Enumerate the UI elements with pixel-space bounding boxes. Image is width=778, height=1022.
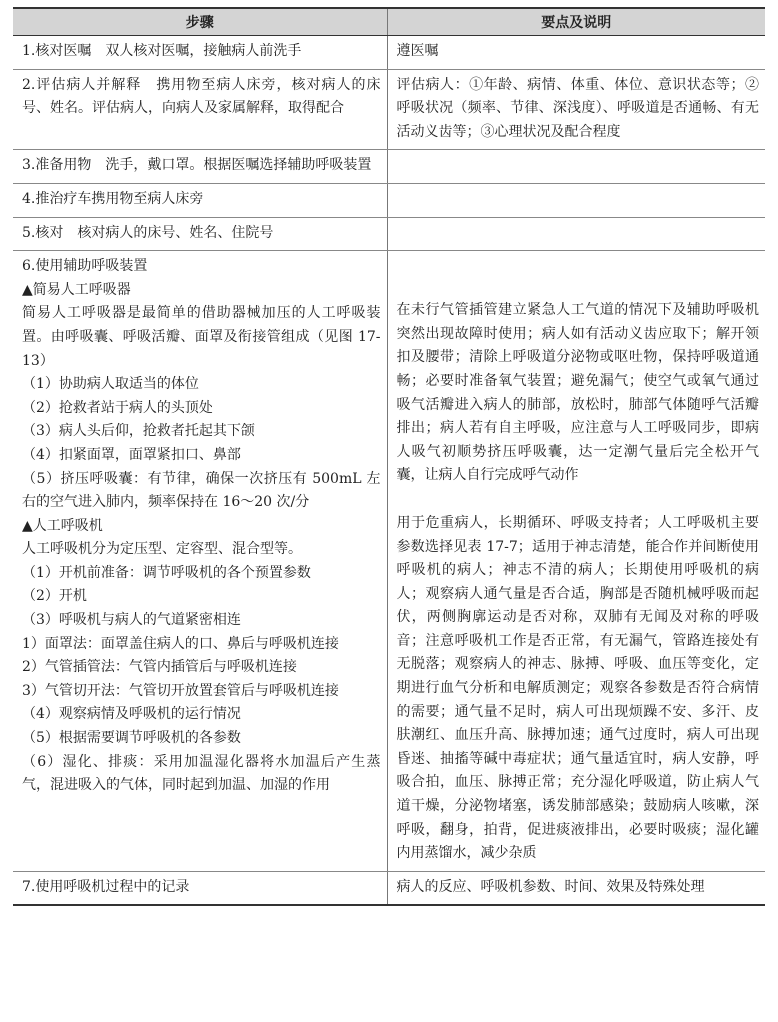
step-cell [13, 251, 387, 872]
header-notes: 要点及说明 [387, 8, 765, 36]
step-text: （6）湿化、排痰：采用加温湿化器将水加温后产生蒸气，混进吸入的气体，同时起到加温、加湿的作用 [22, 753, 381, 794]
step-text: 简易人工呼吸器是最简单的借助器械加压的人工呼吸装置。由呼吸囊、呼吸活瓣、面罩及衔接管组成（见图 17-13） [22, 305, 381, 369]
step-text: 人工呼吸机分为定压型、定容型、混合型等。 [22, 541, 302, 558]
section-heading-ventilator: ▲人工呼吸机 [22, 517, 103, 534]
step-text: （4）扣紧面罩，面罩紧扣口、鼻部 [22, 446, 241, 463]
step-cell: 5.核对 核对病人的床号、姓名、住院号 [13, 217, 387, 251]
note-cell: 评估病人：①年龄、病情、体重、体位、意识状态等；②呼吸状况（频率、节律、深浅度）、呼吸道是否通畅、有无活动义齿等；③心理状况及配合程度 [387, 69, 765, 150]
step-text: （1）协助病人取适当的体位 [22, 376, 199, 393]
table-row [13, 871, 765, 905]
table-row [13, 36, 765, 70]
step-text: （4）观察病情及呼吸机的运行情况 [22, 706, 241, 723]
note-simple-respirator: 在未行气管插管建立紧急人工气道的情况下及辅助呼吸机突然出现故障时使用；病人如有活动义齿应取下；解开领扣及腰带；清除上呼吸道分泌物或呕吐物，保持呼吸道通畅；必要时准备氧气装置；避免漏气；使空气或氧气通过吸气活瓣进入病人的肺部，放松时，肺部气体随呼气活瓣排出；病人若有自主呼吸，应注意与人工呼吸同步，即病人吸气初顺势挤压呼吸囊，达一定潮气量后完全松开气囊，让病人自行完成呼气动作 [396, 302, 759, 484]
note-cell: 遵医嘱 [387, 36, 765, 70]
step-cell: 4.推治疗车携用物至病人床旁 [13, 183, 387, 217]
note-cell [387, 217, 765, 251]
note-cell [387, 251, 765, 872]
table-row [13, 217, 765, 251]
note-cell [387, 150, 765, 184]
table-row [13, 251, 765, 872]
step-text: （5）挤压呼吸囊：有节律，确保一次挤压有 500mL 左右的空气进入肺内，频率保持在 16～20 次/分 [22, 470, 381, 511]
step-text: （2）抢救者站于病人的头顶处 [22, 399, 213, 416]
note-ventilator: 用于危重病人，长期循环、呼吸支持者；人工呼吸机主要参数选择见表 17-7；适用于神志清楚，能合作并间断使用呼吸机的病人；神志不清的病人；长期使用呼吸机的病人；观察病人通气量是否合适，胸部是否随机械呼吸而起伏，两侧胸廓运动是否对称，双肺有无闻及对称的呼吸音；注意呼吸机工作是否正常，有无漏气，管路连接处有无脱落；观察病人的神志、脉搏、呼吸、血压等变化，定期进行血气分析和电解质测定；观察各参数是否符合病情的需要；通气量不足时，病人可出现烦躁不安、多汗、皮肤潮红、血压升高、脉搏加速；通气过度时，病人可出现昏迷、抽搐等碱中毒症状；通气量适宜时，病人安静，呼吸合拍，血压、脉搏正常；充分湿化呼吸道，防止病人气道干燥，分泌物堵塞，诱发肺部感染；鼓励病人咳嗽，深呼吸，翻身，拍背，促进痰液排出，必要时吸痰；湿化罐内用蒸馏水，减少杂质 [396, 514, 759, 862]
header-steps: 步骤 [13, 8, 387, 36]
table-row [13, 150, 765, 184]
step-cell: 3.准备用物 洗手，戴口罩。根据医嘱选择辅助呼吸装置 [13, 150, 387, 184]
note-cell: 病人的反应、呼吸机参数、时间、效果及特殊处理 [387, 871, 765, 905]
note-cell [387, 183, 765, 217]
step-text: （2）开机 [22, 588, 87, 605]
step-title: 6.使用辅助呼吸装置 [22, 258, 148, 275]
table-header-row [13, 8, 765, 36]
step-text: （3）病人头后仰，抢救者托起其下颌 [22, 423, 255, 440]
table-row [13, 69, 765, 150]
step-cell: 1.核对医嘱 双人核对医嘱，接触病人前洗手 [13, 36, 387, 70]
step-text: 1）面罩法：面罩盖住病人的口、鼻后与呼吸机连接 [22, 635, 339, 652]
table-row [13, 183, 765, 217]
step-text: （1）开机前准备：调节呼吸机的各个预置参数 [22, 564, 311, 581]
step-cell: 7.使用呼吸机过程中的记录 [13, 871, 387, 905]
procedure-table [13, 7, 765, 906]
section-heading-simple-respirator: ▲简易人工呼吸器 [22, 281, 131, 298]
step-text: 3）气管切开法：气管切开放置套管后与呼吸机连接 [22, 682, 339, 699]
step-cell: 2.评估病人并解释 携用物至病人床旁，核对病人的床号、姓名。评估病人，向病人及家属解释，取得配合 [13, 69, 387, 150]
step-text: （5）根据需要调节呼吸机的各参数 [22, 730, 241, 747]
step-text: （3）呼吸机与病人的气道紧密相连 [22, 612, 241, 629]
step-text: 2）气管插管法：气管内插管后与呼吸机连接 [22, 659, 297, 676]
